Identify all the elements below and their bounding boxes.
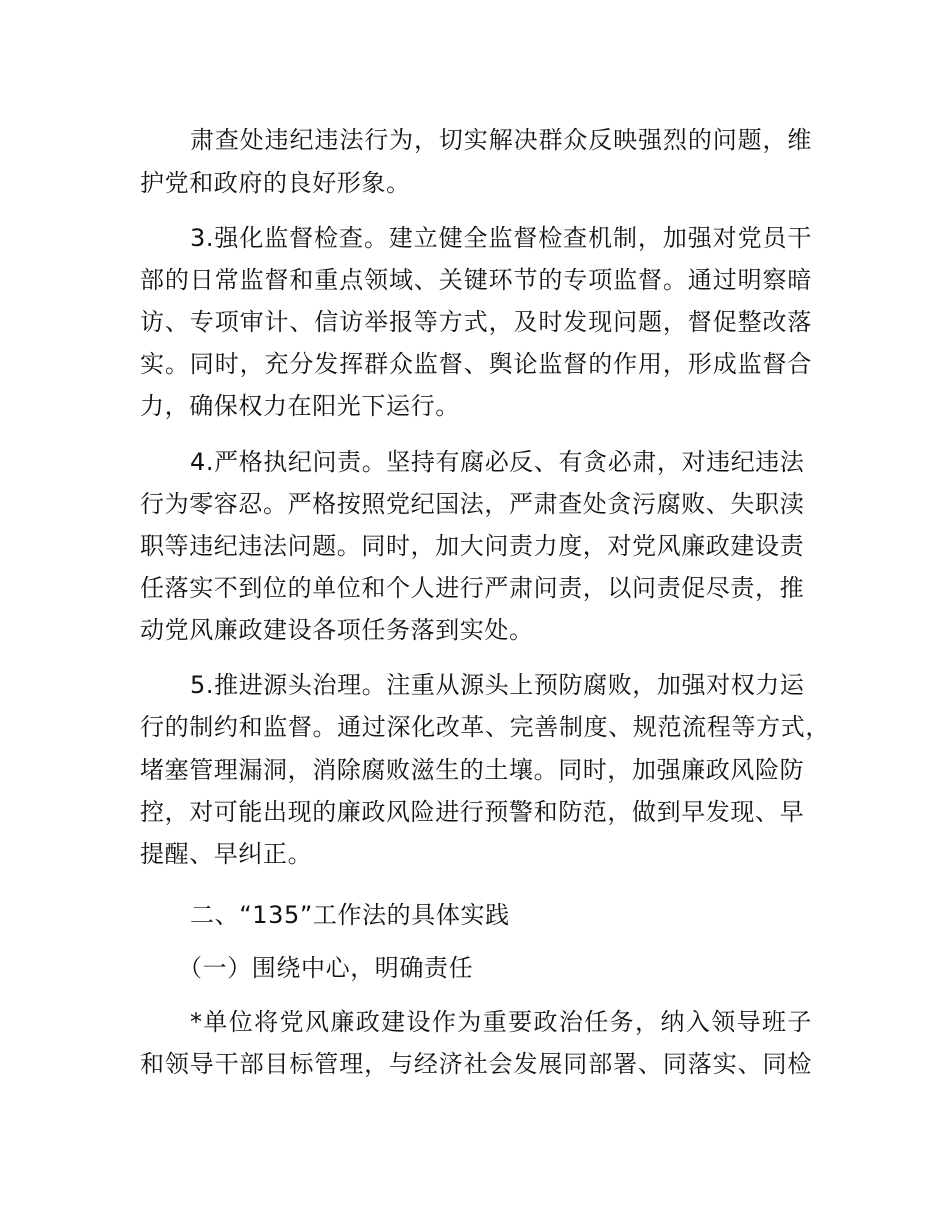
paragraph-line: 肃查处违纪违法行为，切实解决群众反映强烈的问题，维 [190, 126, 812, 154]
paragraph-line: 4.严格执纪问责。坚持有腐必反、有贪必肃，对违纪违法 [190, 448, 805, 476]
paragraph-line: 堵塞管理漏洞，消除腐败滋生的土壤。同时，加强廉政风险防 [140, 756, 805, 784]
paragraph-line: 5.推进源头治理。注重从源头上预防腐败，加强对权力运 [190, 671, 805, 699]
paragraph-line: 和领导干部目标管理，与经济社会发展同部署、同落实、同检 [140, 1050, 812, 1078]
paragraph-line: 提醒、早纠正。 [140, 840, 313, 868]
paragraph-line: 职等违纪违法问题。同时，加大问责力度，对党风廉政建设责 [140, 532, 805, 560]
paragraph-line: 访、专项审计、信访举报等方式，及时发现问题，督促整改落 [140, 308, 812, 336]
paragraph-line: 护党和政府的良好形象。 [140, 169, 411, 197]
paragraph-line: 3.强化监督检查。建立健全监督检查机制，加强对党员干 [190, 224, 812, 252]
paragraph-line: 行的制约和监督。通过深化改革、完善制度、规范流程等方式， [140, 713, 830, 741]
paragraph-line: 部的日常监督和重点领域、关键环节的专项监督。通过明察暗 [140, 266, 812, 294]
paragraph-line: 力，确保权力在阳光下运行。 [140, 392, 460, 420]
paragraph-line: 动党风廉政建设各项任务落到实处。 [140, 616, 534, 644]
paragraph-line: 控，对可能出现的廉政风险进行预警和防范，做到早发现、早 [140, 798, 805, 826]
section-heading: 二、“135”工作法的具体实践 [190, 901, 510, 929]
paragraph-line: *单位将党风廉政建设作为重要政治任务，纳入领导班子 [190, 1008, 812, 1036]
paragraph-line: 行为零容忍。严格按照党纪国法，严肃查处贪污腐败、失职渎 [140, 490, 805, 518]
paragraph-line: 任落实不到位的单位和个人进行严肃问责，以问责促尽责，推 [140, 574, 805, 602]
subsection-heading: （一）围绕中心，明确责任 [178, 954, 474, 982]
paragraph-line: 实。同时，充分发挥群众监督、舆论监督的作用，形成监督合 [140, 350, 812, 378]
